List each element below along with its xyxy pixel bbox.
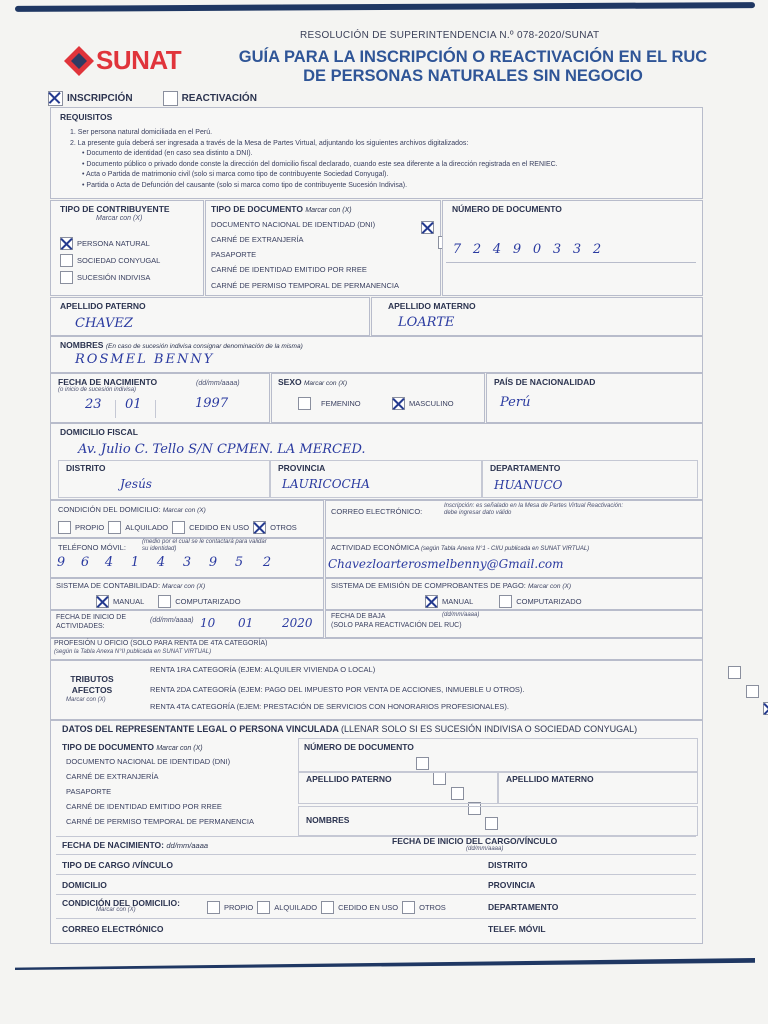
telefono-hint: (medio por el cual se le contactará para validar su identidad) [142,539,267,552]
page-title [238,48,708,86]
contabilidad-options [96,595,241,608]
renta-2da-checkbox[interactable] [746,685,759,698]
option-label: SOCIEDAD CONYUGAL [77,256,161,265]
rep-correo-label: CORREO ELECTRÓNICO [62,924,164,934]
doc-digit: 9 [512,242,522,257]
emision-hint: Marcar con (X) [528,583,571,590]
emision-label: SISTEMA DE EMISIÓN DE COMPROBANTES DE PAGO: [331,581,526,590]
doc-option-label: CARNÉ DE EXTRANJERÍA [211,235,304,244]
doc-digit: 2 [472,242,482,257]
doc-option-label: PASAPORTE [211,250,257,259]
actividad-hint: (según Tabla Anexa N°1 - CIIU publicada en SUNAT VIRTUAL) [421,546,590,552]
rep-domicilio-row [56,874,696,895]
mode-row [48,91,257,106]
rep-alquilado-label: ALQUILADO [274,903,318,912]
resolution-text: RESOLUCIÓN DE SUPERINTENDENCIA N.º 078-2020/SUNAT [300,30,600,41]
rep-doc-option: DOCUMENTO NACIONAL DE IDENTIDAD (DNI) [66,757,231,766]
top-bar [15,2,755,12]
nacimiento-aaaa[interactable]: 1997 [195,396,229,411]
requisitos-heading: REQUISITOS [60,112,113,122]
correo-label: CORREO ELECTRÓNICO: [331,507,423,516]
sucesion-indivisa-checkbox[interactable] [60,271,73,284]
fecha-baja-format: (dd/mm/aaaa) [442,612,480,618]
telefono-label: TELÉFONO MÓVIL: [58,543,126,552]
propio-label: PROPIO [75,523,105,532]
provincia-label: PROVINCIA [278,463,326,473]
sunat-logo-icon [62,44,96,78]
option-label: PERSONA NATURAL [77,239,150,248]
provincia-value[interactable]: LAURICOCHA [282,477,370,491]
requisitos-list [62,128,692,191]
representante-heading-row [62,724,637,734]
contribuyente-option[interactable] [60,271,150,284]
rep-tipo-doc-row [62,742,203,752]
rep-tipo-cargo-label: TIPO DE CARGO /VÍNCULO [62,860,173,870]
domicilio-value[interactable]: Av. Julio C. Tello S/N CPMEN. LA MERCED. [78,442,366,457]
departamento-value[interactable]: HUANUCO [494,478,563,492]
nacimiento-mm[interactable]: 01 [125,397,142,412]
tel-digit: 4 [156,555,166,570]
contribuyente-hint: Marcar con (X) [96,215,143,222]
doc-digit: 3 [552,242,562,257]
rep-domicilio-label: DOMICILIO [62,880,107,890]
condicion-hint: Marcar con (X) [162,507,206,514]
contribuyente-option[interactable] [60,237,150,250]
apellido-materno-label: APELLIDO MATERNO [388,301,476,311]
rep-otros-checkbox[interactable] [402,901,415,914]
apellido-paterno-value[interactable]: CHAVEZ [75,316,133,331]
rep-nombres-field[interactable] [298,806,698,836]
rep-paterno-label: APELLIDO PATERNO [306,774,392,784]
rep-cedido-checkbox[interactable] [321,901,334,914]
emision-options [425,595,582,608]
doc-option-label: CARNÉ DE PERMISO TEMPORAL DE PERMANENCIA [211,281,399,290]
bottom-bar [15,958,755,970]
rep-inicio-cargo-label: FECHA DE INICIO DEL CARGO/VÍNCULO [392,836,558,846]
rep-distrito-label: DISTRITO [488,860,528,870]
correo-value[interactable]: Chavezloarterosmelbenny@Gmail.com [328,557,564,571]
condicion-options [58,521,297,534]
fecha-nacimiento-format: (dd/mm/aaaa) [196,380,240,387]
requisito-item: 2. La presente guía deberá ser ingresada a través de la Mesa de Partes Virtual, adjuntando los siguientes archivos digitalizados: [70,139,469,147]
tributo-item: RENTA 4TA CATEGORÍA (EJEM: PRESTACIÓN DE SERVICIOS CON HONORARIOS PROFESIONALES). [150,702,509,711]
inicio-aaaa[interactable]: 2020 [282,616,313,630]
masculino-checkbox[interactable] [392,397,405,410]
rep-tipo-hint: Marcar con (X) [156,745,203,752]
manual-label: MANUAL [113,597,145,606]
sexo-label-row [278,377,347,387]
representante-hint: (LLENAR SOLO SI ES SUCESIÓN INDIVISA O SOCIEDAD CONYUGAL) [341,724,638,734]
tel-digit: 5 [234,555,244,570]
tributo-item: RENTA 2DA CATEGORÍA (EJEM: PAGO DEL IMPUESTO POR VENTA DE ACCIONES, INMUEBLE U OTROS). [150,685,525,694]
profesion-label: PROFESIÓN U OFICIO [54,640,129,647]
tel-digit: 6 [80,555,90,570]
alquilado-label: ALQUILADO [125,523,169,532]
requisito-item: • Documento público o privado donde conste la dirección del domicilio fiscal declarado, cuando este sea diferente a la dirección registrada en el RENIEC. [82,160,558,168]
requisito-item: • Partida o Acta de Defunción del causante (solo si marca como tipo de contribuyente Sucesión Indivisa). [82,181,408,189]
requisito-item: • Acta o Partida de matrimonio civil (solo si marca como tipo de contribuyente Sociedad Conyugal). [82,171,389,178]
profesion-label-row [54,640,267,647]
apellido-materno-value[interactable]: LOARTE [398,315,455,330]
tel-digit: 9 [208,555,218,570]
rep-doc-option: CARNÉ DE IDENTIDAD EMITIDO POR RREE [66,802,222,811]
tributo-item: RENTA 1RA CATEGORÍA (EJEM: ALQUILER VIVIENDA O LOCAL) [150,665,376,674]
tel-digit: 1 [130,555,140,570]
emision-manual-label: MANUAL [442,597,474,606]
rep-condicion-label: CONDICIÓN DEL DOMICILIO: [62,898,180,908]
inicio-format: (dd/mm/aaaa) [150,617,194,624]
manual-checkbox[interactable] [96,595,109,608]
doc-digit: 2 [592,242,602,257]
nacionalidad-label: PAÍS DE NACIONALIDAD [494,377,596,387]
requisito-item: 1. Ser persona natural domiciliada en el Perú. [70,129,213,136]
sexo-label: SEXO [278,377,302,387]
fecha-nacimiento-sub: (o inicio de sucesión indivisa) [58,387,137,393]
rep-departamento-label: DEPARTAMENTO [488,902,559,912]
fecha-nacimiento-label: FECHA DE NACIMIENTO [58,377,158,387]
doc-digit: 0 [532,242,542,257]
rep-cedido-label: CEDIDO EN USO [338,903,399,912]
representante-heading: DATOS DEL REPRESENTANTE LEGAL O PERSONA VINCULADA [62,724,339,734]
computarizado-checkbox[interactable] [158,595,171,608]
rep-doc-option: CARNÉ DE PERMISO TEMPORAL DE PERMANENCIA [66,817,254,826]
rep-propio-label: PROPIO [224,903,254,912]
title-line-2: DE PERSONAS NATURALES SIN NEGOCIO [303,67,643,85]
rep-numero-label: NÚMERO DE DOCUMENTO [304,742,414,752]
emision-computarizado-checkbox[interactable] [499,595,512,608]
inicio-mm[interactable]: 01 [238,616,254,630]
actividad-label: ACTIVIDAD ECONÓMICA [331,543,419,552]
contabilidad-hint: Marcar con (X) [162,583,206,590]
tributos-label: TRIBUTOS AFECTOS [70,674,114,695]
alquilado-checkbox[interactable] [108,521,121,534]
emision-label-row [331,581,571,590]
correo-hint: Inscripción: es señalado en la Mesa de Partes Virtual Reactivación: debe ingresar dato válido [444,503,623,516]
condicion-label-row [58,505,206,514]
tel-digit: 9 [56,555,66,570]
rep-materno-label: APELLIDO MATERNO [506,774,594,784]
rep-provincia-label: PROVINCIA [488,880,536,890]
telefono-field[interactable] [52,553,320,573]
contabilidad-label-row [56,581,205,590]
requisito-item: • Documento de identidad (en caso sea distinto a DNI). [82,150,253,157]
title-line-1: GUÍA PARA LA INSCRIPCIÓN O REACTIVACIÓN EN EL RUC [238,48,708,66]
rep-alquilado-checkbox[interactable] [257,901,270,914]
documento-hint: Marcar con (X) [305,207,352,214]
renta-4ta-checkbox[interactable] [763,702,768,715]
fecha-baja-sub: (SOLO PARA REACTIVACIÓN DEL RUC) [331,622,462,629]
distrito-label: DISTRITO [66,463,106,473]
doc-option-label: DOCUMENTO NACIONAL DE IDENTIDAD (DNI) [211,220,376,229]
nombres-hint: (En caso de sucesión indivisa consignar denominación de la misma) [105,343,303,350]
femenino-label: FEMENINO [321,399,361,408]
distrito-value[interactable]: Jesús [120,477,152,491]
rep-telef-label: TELEF. MÓVIL [488,924,546,934]
sexo-masculino[interactable] [392,397,454,410]
nacionalidad-value[interactable]: Perú [500,395,531,410]
apellido-paterno-label: APELLIDO PATERNO [60,301,146,311]
profesion-hint: (SOLO PARA RENTA DE 4TA CATEGORÍA) [130,640,268,647]
doc-digit: 4 [492,242,502,257]
condicion-label: CONDICIÓN DEL DOMICILIO: [58,505,161,514]
rep-propio-checkbox[interactable] [207,901,220,914]
documento-heading-text: TIPO DE DOCUMENTO [211,204,303,214]
emision-computarizado-label: COMPUTARIZADO [516,597,582,606]
nombres-label-row [60,340,303,350]
renta-1ra-checkbox[interactable] [728,666,741,679]
persona-natural-checkbox[interactable] [60,237,73,250]
rep-nacimiento-row [62,840,208,850]
rep-doc-option: CARNÉ DE EXTRANJERÍA [66,772,159,781]
actividad-label-row [331,543,589,552]
sociedad-conyugal-checkbox[interactable] [60,254,73,267]
rep-condicion-hint: Marcar con (X) [96,907,136,913]
tel-digit: 3 [182,555,192,570]
cedido-checkbox[interactable] [172,521,185,534]
rep-otros-label: OTROS [419,903,446,912]
divider [115,400,116,418]
tel-digit: 2 [262,555,272,570]
sexo-hint: Marcar con (X) [304,380,347,387]
masculino-label: MASCULINO [409,399,454,408]
contribuyente-heading: TIPO DE CONTRIBUYENTE [60,204,170,214]
fecha-baja-label: FECHA DE BAJA [331,613,386,620]
rep-inicio-format: (dd/mm/aaaa) [466,846,504,852]
departamento-label: DEPARTAMENTO [490,463,561,473]
emision-manual-checkbox[interactable] [425,595,438,608]
documento-heading [211,204,352,214]
reactivacion-checkbox[interactable] [163,91,178,106]
option-label: SUCESIÓN INDIVISA [77,273,151,282]
profesion-sub: (según la Tabla Anexa N°II publicada en SUNAT VIRTUAL) [54,649,212,655]
rep-nombres-label: NOMBRES [306,815,350,825]
sexo-femenino[interactable] [298,397,361,410]
doc-digit: 3 [572,242,582,257]
nombres-value[interactable]: ROSMEL BENNY [75,352,215,367]
rep-nacimiento-format: dd/mm/aaaa [166,841,209,850]
numero-documento-heading: NÚMERO DE DOCUMENTO [452,204,562,214]
doc-option-label: CARNÉ DE IDENTIDAD EMITIDO POR RREE [211,265,367,274]
contribuyente-option[interactable] [60,254,160,267]
dni-checkbox[interactable] [421,221,434,234]
nacimiento-dd[interactable]: 23 [85,397,102,412]
cedido-label: CEDIDO EN USO [189,523,250,532]
inscripcion-checkbox[interactable] [48,91,63,106]
doc-digit: 7 [452,242,462,257]
numero-documento-field[interactable] [446,240,696,263]
reactivacion-label: REACTIVACIÓN [181,93,257,104]
contabilidad-label: SISTEMA DE CONTABILIDAD: [56,581,161,590]
otros-label: OTROS [270,523,297,532]
femenino-checkbox[interactable] [298,397,311,410]
sunat-logo [62,42,202,82]
nombres-label: NOMBRES [60,340,104,350]
computarizado-label: COMPUTARIZADO [175,597,241,606]
tel-digit: 4 [104,555,114,570]
domicilio-label: DOMICILIO FISCAL [60,427,138,437]
rep-nacimiento-label: FECHA DE NACIMIENTO: [62,840,164,850]
tributos-hint: Marcar con (X) [66,697,106,703]
inicio-actividades-label: FECHA DE INICIO DE ACTIVIDADES: [56,614,127,630]
propio-checkbox[interactable] [58,521,71,534]
rep-tipo-doc-label: TIPO DE DOCUMENTO [62,742,154,752]
rep-doc-option: PASAPORTE [66,787,112,796]
rep-condicion-options [207,901,446,914]
divider [155,400,156,418]
logo-text: SUNAT [96,45,182,75]
inicio-dd[interactable]: 10 [200,616,216,630]
otros-checkbox[interactable] [253,521,266,534]
inscripcion-label: INSCRIPCIÓN [67,93,133,104]
